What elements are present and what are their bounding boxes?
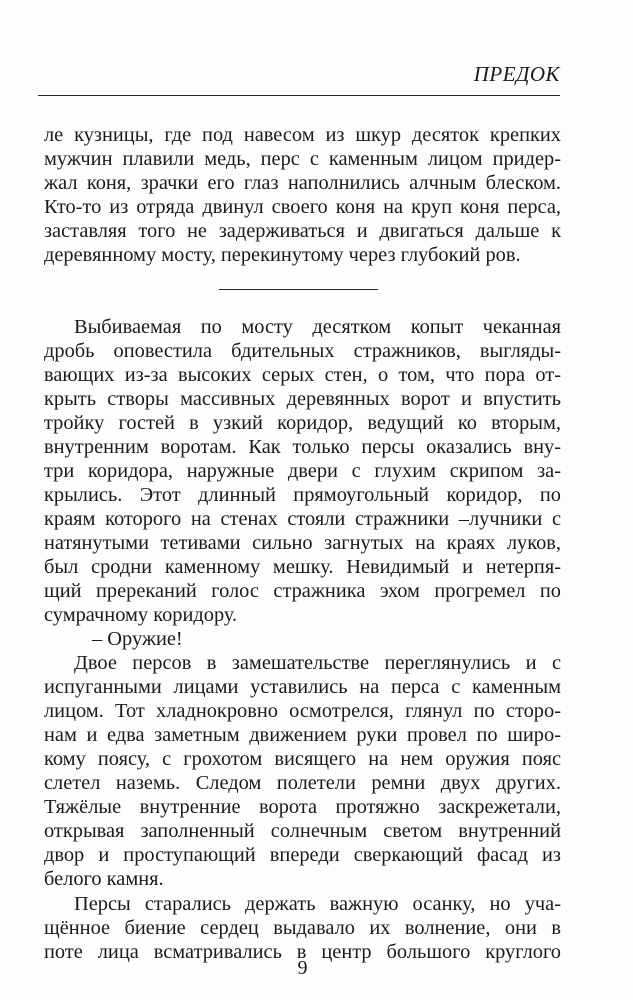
text-line: жал коня, зрачки его глаз наполнились алчным блеском. — [44, 172, 561, 194]
text-line: лицом. Тот хладнокровно осмотрелся, глянул по сторо- — [44, 700, 561, 722]
text-line: ле кузницы, где под навесом из шкур десяток крепких — [44, 124, 561, 146]
text-line: кому поясу, с грохотом висящего на нем оружия пояс — [44, 748, 561, 770]
text-line: Кто-то из отряда двинул своего коня на круп коня перса, — [44, 196, 561, 218]
text-line: щий пререканий голос стражника эхом прогремел по — [44, 580, 561, 602]
text-line: Выбиваемая по мосту десятком копыт чеканная — [74, 316, 561, 338]
text-line: открывая заполненный солнечным светом внутренний — [44, 820, 561, 842]
running-head: ПРЕДОК — [473, 62, 560, 86]
text-line: Персы старались держать важную осанку, но уча- — [74, 893, 561, 915]
text-line: поте лица всматривались в центр большого круглого — [44, 941, 561, 963]
text-line: дробь оповестила бдительных стражников, выгляды- — [44, 340, 561, 362]
text-line: заставляя того не задерживаться и двигаться дальше к — [44, 220, 561, 242]
text-line: был сродни каменному мешку. Невидимый и нетерпя- — [44, 556, 561, 578]
text-line: внутренним воротам. Как только персы оказались вну- — [44, 436, 561, 458]
page-number: 9 — [297, 957, 308, 979]
text-line: тройку гостей в узкий коридор, ведущий ко вторым, — [44, 412, 561, 434]
text-line: крылись. Этот длинный прямоугольный коридор, по — [44, 484, 561, 506]
section-separator — [219, 289, 378, 290]
dialogue-line: – Оружие! — [92, 628, 183, 650]
text-line: двор и проступающий впереди сверкающий фасад из — [44, 844, 561, 866]
text-line: щённое биение сердец выдавало их волнение, они в — [44, 917, 561, 939]
text-line: Тяжёлые внутренние ворота протяжно заскрежетали, — [44, 796, 561, 818]
text-line: три коридора, наружные двери с глухим скрипом за- — [44, 460, 561, 482]
text-line: белого камня. — [44, 868, 164, 890]
text-line: натянутыми тетивами сильно загнутых на краях луков, — [44, 532, 561, 554]
text-line: нам и едва заметным движением руки провел по широ- — [44, 724, 561, 746]
text-line: крыть створы массивных деревянных ворот и впустить — [44, 388, 561, 410]
text-line: Двое персов в замешательстве переглянулись и с — [74, 652, 561, 674]
text-line: мужчин плавили медь, перс с каменным лицом придер- — [44, 148, 561, 170]
text-line: испуганными лицами уставились на перса с каменным — [44, 676, 561, 698]
text-line: сумрачному коридору. — [44, 604, 238, 626]
text-line: деревянному мосту, перекинутому через глубокий ров. — [44, 244, 521, 266]
header-rule — [38, 95, 560, 96]
text-line: вающих из-за высоких серых стен, о том, что пора от- — [44, 364, 561, 386]
text-line: краям которого на стенах стояли стражники –лучники с — [44, 508, 561, 530]
text-line: слетел наземь. Следом полетели ремни двух других. — [44, 772, 561, 794]
